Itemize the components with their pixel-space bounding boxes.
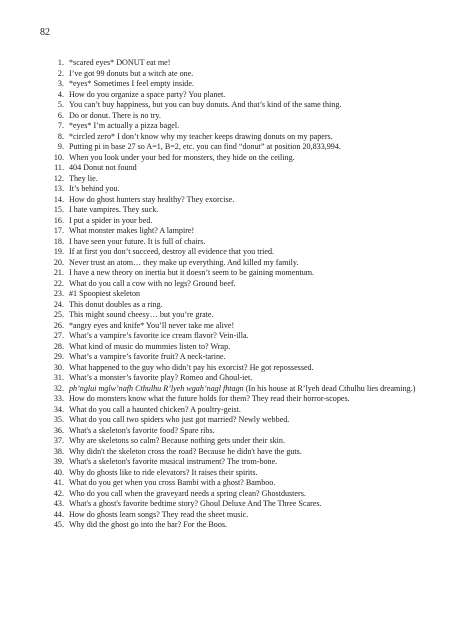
list-item-text: How do ghosts learn songs? They read the sheet music. bbox=[69, 509, 249, 519]
list-item bbox=[48, 289, 448, 300]
list-item bbox=[48, 384, 448, 395]
list-item bbox=[48, 163, 448, 174]
list-item-text: What’s a vampire’s favorite ice cream flavor? Vein-illa. bbox=[69, 331, 249, 340]
list-item-number: 34. bbox=[53, 404, 64, 414]
list-item bbox=[48, 457, 448, 468]
list-item-number: 11. bbox=[54, 163, 64, 172]
list-item-text: 404 Donut not found bbox=[69, 163, 137, 172]
list-item bbox=[48, 132, 448, 143]
list-item-text: This might sound cheesy… but you’re grate. bbox=[69, 310, 214, 319]
list-item-text: I have seen your future. It is full of chairs. bbox=[69, 236, 206, 246]
list-item-text: What's a skeleton's favorite food? Spare ribs. bbox=[69, 425, 215, 435]
list-item-text: I have a new theory on inertia but it doesn’t seem to be gaining momentum. bbox=[69, 268, 315, 277]
list-item-text: What do you call a cow with no legs? Ground beef. bbox=[69, 278, 236, 288]
list-item-number: 5. bbox=[57, 100, 64, 109]
list-item bbox=[48, 426, 448, 437]
list-item-number: 14. bbox=[53, 194, 64, 204]
list-item-text: If at first you don’t succeed, destroy all evidence that you tried. bbox=[69, 247, 275, 256]
list-item-text: Do or donut. There is no try. bbox=[69, 110, 161, 120]
list-item-text: What’s a monster’s favorite play? Romeo and Ghoul-iet. bbox=[69, 373, 253, 382]
list-item bbox=[48, 436, 448, 447]
list-item-number: 3. bbox=[57, 79, 64, 88]
list-item-text: What kind of music do mummies listen to? Wrap. bbox=[69, 341, 231, 351]
list-item-number: 6. bbox=[57, 110, 64, 120]
list-item bbox=[48, 226, 448, 237]
list-item-number: 38. bbox=[53, 446, 64, 456]
list-item-number: 13. bbox=[53, 184, 64, 193]
list-item-number: 10. bbox=[53, 152, 64, 162]
list-item-text: I put a spider in your bed. bbox=[69, 215, 153, 225]
list-item-text: Putting pi in base 27 so A=1, B=2, etc. you can find “donut” at position 20,833,994. bbox=[69, 142, 341, 151]
list-item-number: 45. bbox=[53, 520, 64, 529]
list-item-text: *angry eyes and knife* You’ll never take me alive! bbox=[69, 320, 235, 330]
list-item-text: Why are skeletons so calm? Because nothing gets under their skin. bbox=[69, 436, 285, 445]
list-item-number: 20. bbox=[53, 257, 64, 267]
list-item-text: They lie. bbox=[69, 173, 98, 183]
list-item-number: 37. bbox=[53, 436, 64, 445]
list-item bbox=[48, 489, 448, 500]
list-item-number: 31. bbox=[53, 373, 64, 382]
page-number: 82 bbox=[40, 27, 50, 38]
list-item bbox=[48, 352, 448, 363]
list-item-number: 12. bbox=[53, 173, 64, 183]
list-item-number: 1. bbox=[57, 58, 64, 67]
list-item bbox=[48, 331, 448, 342]
list-item-text: You can’t buy happiness, but you can buy donuts. And that’s kind of the same thing. bbox=[69, 100, 342, 109]
list-item-text: *eyes* I’m actually a pizza bagel. bbox=[69, 121, 180, 130]
list-item-number: 26. bbox=[53, 320, 64, 330]
list-item-number: 40. bbox=[53, 467, 64, 477]
list-item bbox=[48, 79, 448, 90]
list-item-text: I’ve got 99 donuts but a witch ate one. bbox=[69, 68, 194, 78]
list-item-text: Why didn't the skeleton cross the road? Because he didn't have the guts. bbox=[69, 446, 302, 456]
list-item bbox=[48, 205, 448, 216]
list-item-number: 32. bbox=[53, 383, 64, 393]
list-item bbox=[48, 342, 448, 353]
list-item bbox=[48, 363, 448, 374]
list-item bbox=[48, 58, 448, 69]
list-item bbox=[48, 69, 448, 80]
list-item-text: What's a ghost's favorite bedtime story? Ghoul Deluxe And The Three Scares. bbox=[69, 499, 322, 508]
list-item bbox=[48, 415, 448, 426]
list-item bbox=[48, 268, 448, 279]
list-item-text: It’s behind you. bbox=[69, 184, 120, 193]
list-item bbox=[48, 174, 448, 185]
list-item-number: 29. bbox=[53, 352, 64, 361]
list-item bbox=[48, 468, 448, 479]
list-item-number: 30. bbox=[53, 362, 64, 372]
list-item-number: 8. bbox=[57, 131, 64, 141]
list-item-number: 36. bbox=[53, 425, 64, 435]
list-item-italic-text: ph’nglui mglw’nafh Cthulhu R’lyeh wgah’nagl fhtagn bbox=[69, 383, 244, 393]
list-item-number: 16. bbox=[53, 215, 64, 225]
list-item-text: How do monsters know what the future holds for them? They read their horror-scopes. bbox=[69, 394, 350, 403]
list-item-text: When you look under your bed for monsters, they hide on the ceiling. bbox=[69, 152, 295, 162]
list-item-text: What happened to the guy who didn’t pay his exorcist? He got repossessed. bbox=[69, 362, 314, 372]
list-item bbox=[48, 520, 448, 531]
list-item-text: This donut doubles as a ring. bbox=[69, 299, 163, 309]
list-item-number: 41. bbox=[53, 478, 64, 487]
list-item bbox=[48, 394, 448, 405]
list-item bbox=[48, 142, 448, 153]
list-item-number: 21. bbox=[53, 268, 64, 277]
list-item-number: 15. bbox=[53, 205, 64, 214]
list-item bbox=[48, 310, 448, 321]
list-item-number: 43. bbox=[53, 499, 64, 508]
joke-list bbox=[48, 58, 448, 531]
list-item bbox=[48, 510, 448, 521]
list-item-number: 35. bbox=[53, 415, 64, 424]
list-item bbox=[48, 121, 448, 132]
list-item bbox=[48, 247, 448, 258]
list-item-number: 27. bbox=[53, 331, 64, 340]
list-item bbox=[48, 300, 448, 311]
list-item-number: 22. bbox=[53, 278, 64, 288]
list-item bbox=[48, 258, 448, 269]
list-item bbox=[48, 100, 448, 111]
list-item-number: 25. bbox=[53, 310, 64, 319]
list-item-number: 44. bbox=[53, 509, 64, 519]
list-item bbox=[48, 499, 448, 510]
list-item-text: #1 Spoopiest skeleton bbox=[69, 289, 141, 298]
list-item-number: 19. bbox=[53, 247, 64, 256]
list-item bbox=[48, 90, 448, 101]
list-item-text: Never trust an atom… they make up everything. And killed my family. bbox=[69, 257, 299, 267]
list-item-text: *scared eyes* DONUT eat me! bbox=[69, 58, 171, 67]
list-item-number: 23. bbox=[53, 289, 64, 298]
list-item bbox=[48, 447, 448, 458]
list-item-text: I hate vampires. They suck. bbox=[69, 205, 159, 214]
list-item-text bbox=[69, 384, 448, 395]
list-item bbox=[48, 373, 448, 384]
list-item bbox=[48, 478, 448, 489]
list-item-text: *eyes* Sometimes I feel empty inside. bbox=[69, 79, 194, 88]
list-item-number: 42. bbox=[53, 488, 64, 498]
list-item-number: 17. bbox=[53, 226, 64, 235]
list-item-text: What monster makes light? A lampire! bbox=[69, 226, 195, 235]
list-item-text: What do you call a haunted chicken? A poultry-geist. bbox=[69, 404, 241, 414]
list-item-text: How do ghost hunters stay healthy? They exorcise. bbox=[69, 194, 235, 204]
list-item-text: What's a skeleton's favorite musical instrument? The trom-bone. bbox=[69, 457, 278, 466]
list-item-text: Who do you call when the graveyard needs a spring clean? Ghostdusters. bbox=[69, 488, 306, 498]
list-item bbox=[48, 153, 448, 164]
list-item-number: 24. bbox=[53, 299, 64, 309]
list-item-text: Why did the ghost go into the bar? For the Boos. bbox=[69, 520, 228, 529]
list-item bbox=[48, 195, 448, 206]
list-item-rest-text: (In his house at R’lyeh dead Cthulhu lies dreaming.) bbox=[243, 383, 416, 393]
list-item bbox=[48, 184, 448, 195]
list-item-text: *circled zero* I don’t know why my teacher keeps drawing donuts on my papers. bbox=[69, 131, 333, 141]
list-item-number: 4. bbox=[57, 89, 64, 99]
list-item-number: 33. bbox=[53, 394, 64, 403]
list-item-text: What do you get when you cross Bambi with a ghost? Bamboo. bbox=[69, 478, 276, 487]
list-item-text: How do you organize a space party? You planet. bbox=[69, 89, 226, 99]
list-item-text: What do you call two spiders who just got married? Newly webbed. bbox=[69, 415, 290, 424]
list-item bbox=[48, 237, 448, 248]
list-item-number: 2. bbox=[57, 68, 64, 78]
list-item bbox=[48, 216, 448, 227]
list-item-number: 9. bbox=[57, 142, 64, 151]
list-item-number: 28. bbox=[53, 341, 64, 351]
list-item-text: What’s a vampire’s favorite fruit? A neck-tarine. bbox=[69, 352, 226, 361]
list-item-number: 18. bbox=[53, 236, 64, 246]
list-item-text: Why do ghosts like to ride elevators? It raises their spirits. bbox=[69, 467, 258, 477]
list-item bbox=[48, 279, 448, 290]
list-item bbox=[48, 321, 448, 332]
list-item-number: 39. bbox=[53, 457, 64, 466]
list-item bbox=[48, 111, 448, 122]
list-item-number: 7. bbox=[57, 121, 64, 130]
list-item bbox=[48, 405, 448, 416]
